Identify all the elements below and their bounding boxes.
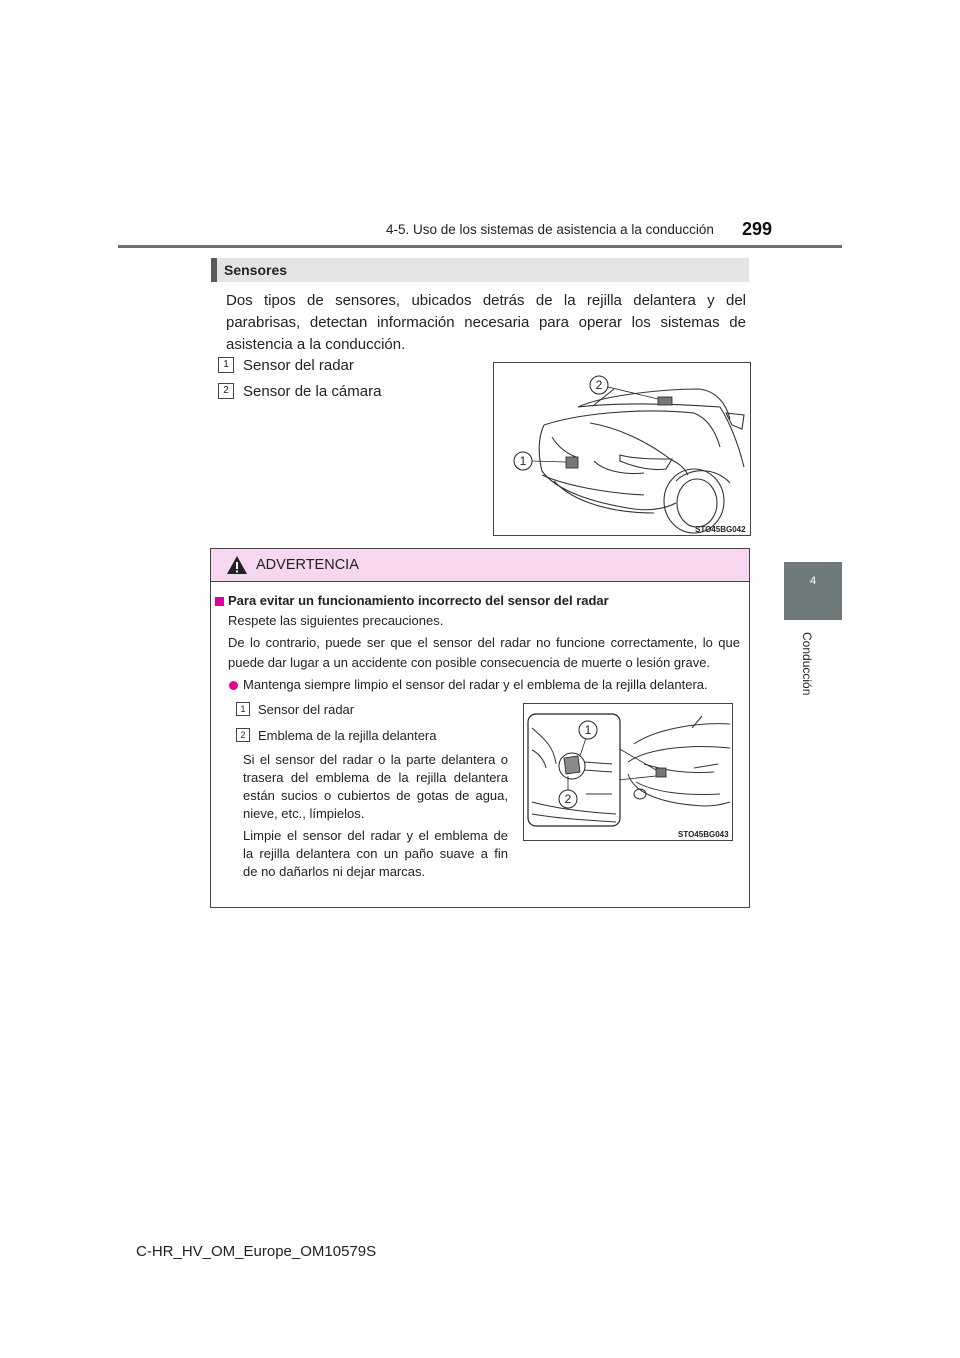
chapter-tab-label-text: Conducción (800, 632, 814, 696)
callout-number: 1 (519, 454, 527, 468)
item-label-radar: Sensor del radar (243, 357, 354, 374)
warning-title: ADVERTENCIA (256, 557, 359, 573)
warning-para2-line: Si el sensor del radar o la parte delantera o (243, 752, 508, 767)
item-number-box: 1 (236, 702, 250, 716)
figure-code: STO45BG042 (695, 525, 746, 534)
header-divider (118, 245, 842, 248)
warning-heading: Para evitar un funcionamiento incorrecto del sensor del radar (228, 593, 609, 608)
warning-paragraph-line: puede dar lugar a un accidente con posible consecuencia de muerte o lesión grave. (228, 655, 711, 670)
item-number-box: 2 (236, 728, 250, 742)
intro-line-2: parabrisas, detectan información necesaria para operar los sistemas de (226, 314, 746, 331)
warning-para3-line: Limpie el sensor del radar y el emblema de (243, 828, 508, 843)
page-number: 299 (742, 219, 773, 239)
square-bullet-icon (215, 597, 224, 606)
section-title: Sensores (224, 262, 288, 278)
car-front-illustration (494, 363, 750, 535)
intro-line-1: Dos tipos de sensores, ubicados detrás de la rejilla delantera y del (226, 292, 746, 309)
warning-para3-line: de no dañarlos ni dejar marcas. (243, 864, 426, 879)
car-front-figure (493, 362, 751, 536)
warning-para2-line: trasera del emblema de la rejilla delantera (243, 770, 508, 785)
warning-triangle-icon (226, 555, 248, 575)
warning-paragraph-line: De lo contrario, puede ser que el sensor del radar no funcione correctamente, lo que (228, 635, 740, 650)
warning-item-emblem: Emblema de la rejilla delantera (258, 728, 437, 743)
intro-line-3: asistencia a la conducción. (226, 336, 406, 353)
grille-emblem-figure (523, 703, 733, 841)
figure-code: STO45BG043 (678, 830, 729, 839)
warning-line: Respete las siguientes precauciones. (228, 613, 444, 628)
callout-number: 2 (564, 792, 572, 806)
warning-para2-line: nieve, etc., límpielos. (243, 806, 365, 821)
callout-number: 2 (595, 378, 603, 392)
footer-document-code: C-HR_HV_OM_Europe_OM10579S (136, 1243, 377, 1260)
item-number-box: 1 (218, 357, 234, 373)
warning-item-radar: Sensor del radar (258, 702, 355, 717)
item-number-box: 2 (218, 383, 234, 399)
chapter-tab-label (800, 632, 820, 722)
callout-number: 1 (584, 723, 592, 737)
warning-para2-line: están sucios o cubiertos de gotas de agua, (243, 788, 508, 803)
round-bullet-icon (229, 681, 238, 690)
section-title-bar (211, 258, 749, 282)
chapter-tab[interactable] (784, 562, 842, 620)
item-label-camera: Sensor de la cámara (243, 383, 382, 400)
warning-para3-line: la rejilla delantera con un paño suave a fin (243, 846, 508, 861)
section-title-accent (211, 258, 217, 282)
chapter-tab-number: 4 (809, 575, 817, 587)
warning-bullet-text: Mantenga siempre limpio el sensor del radar y el emblema de la rejilla delantera. (243, 677, 708, 692)
grille-emblem-illustration (524, 704, 732, 840)
header-section-title: 4-5. Uso de los sistemas de asistencia a la conducción (386, 222, 714, 237)
